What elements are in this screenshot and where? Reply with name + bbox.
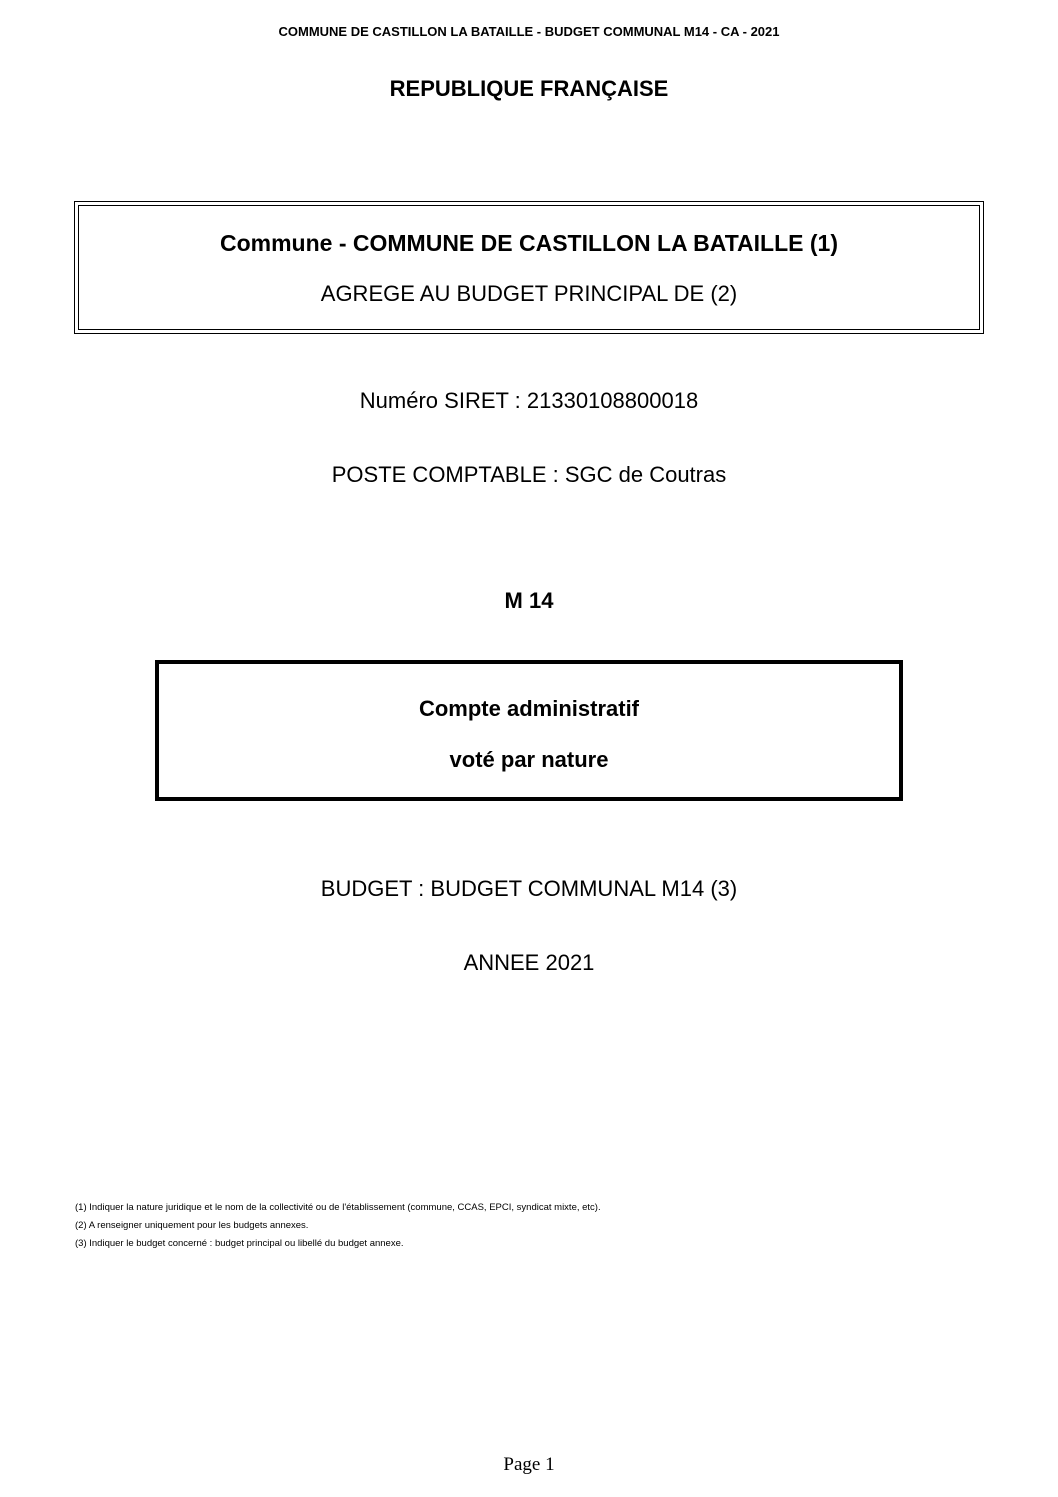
entity-box <box>74 201 984 334</box>
document-type-box <box>155 660 903 801</box>
entity-box-inner-border <box>78 205 980 330</box>
republic-heading: REPUBLIQUE FRANÇAISE <box>389 76 669 101</box>
footnote-3: (3) Indiquer le budget concerné : budget principal ou libellé du budget annexe. <box>75 1238 404 1249</box>
budget-label: BUDGET : BUDGET COMMUNAL M14 (3) <box>320 876 738 901</box>
siret-number: Numéro SIRET : 21330108800018 <box>359 388 699 413</box>
year-label: ANNEE 2021 <box>463 950 595 975</box>
nomenclature-label: M 14 <box>504 588 554 613</box>
document-title: Compte administratif <box>418 696 640 721</box>
footnote-1: (1) Indiquer la nature juridique et le nom de la collectivité ou de l'établissement (commune, CCAS, EPCI, syndicat mixte, etc). <box>75 1202 601 1213</box>
entity-aggregation: AGREGE AU BUDGET PRINCIPAL DE (2) <box>320 281 738 306</box>
poste-comptable: POSTE COMPTABLE : SGC de Coutras <box>331 462 727 487</box>
page-number: Page 1 <box>503 1454 555 1475</box>
entity-name: Commune - COMMUNE DE CASTILLON LA BATAILLE (1) <box>220 230 838 256</box>
footnote-2: (2) A renseigner uniquement pour les budgets annexes. <box>75 1220 309 1231</box>
running-header: COMMUNE DE CASTILLON LA BATAILLE - BUDGET COMMUNAL M14 - CA - 2021 <box>278 24 780 39</box>
footnotes <box>75 1199 601 1253</box>
document-subtitle: voté par nature <box>449 747 609 772</box>
